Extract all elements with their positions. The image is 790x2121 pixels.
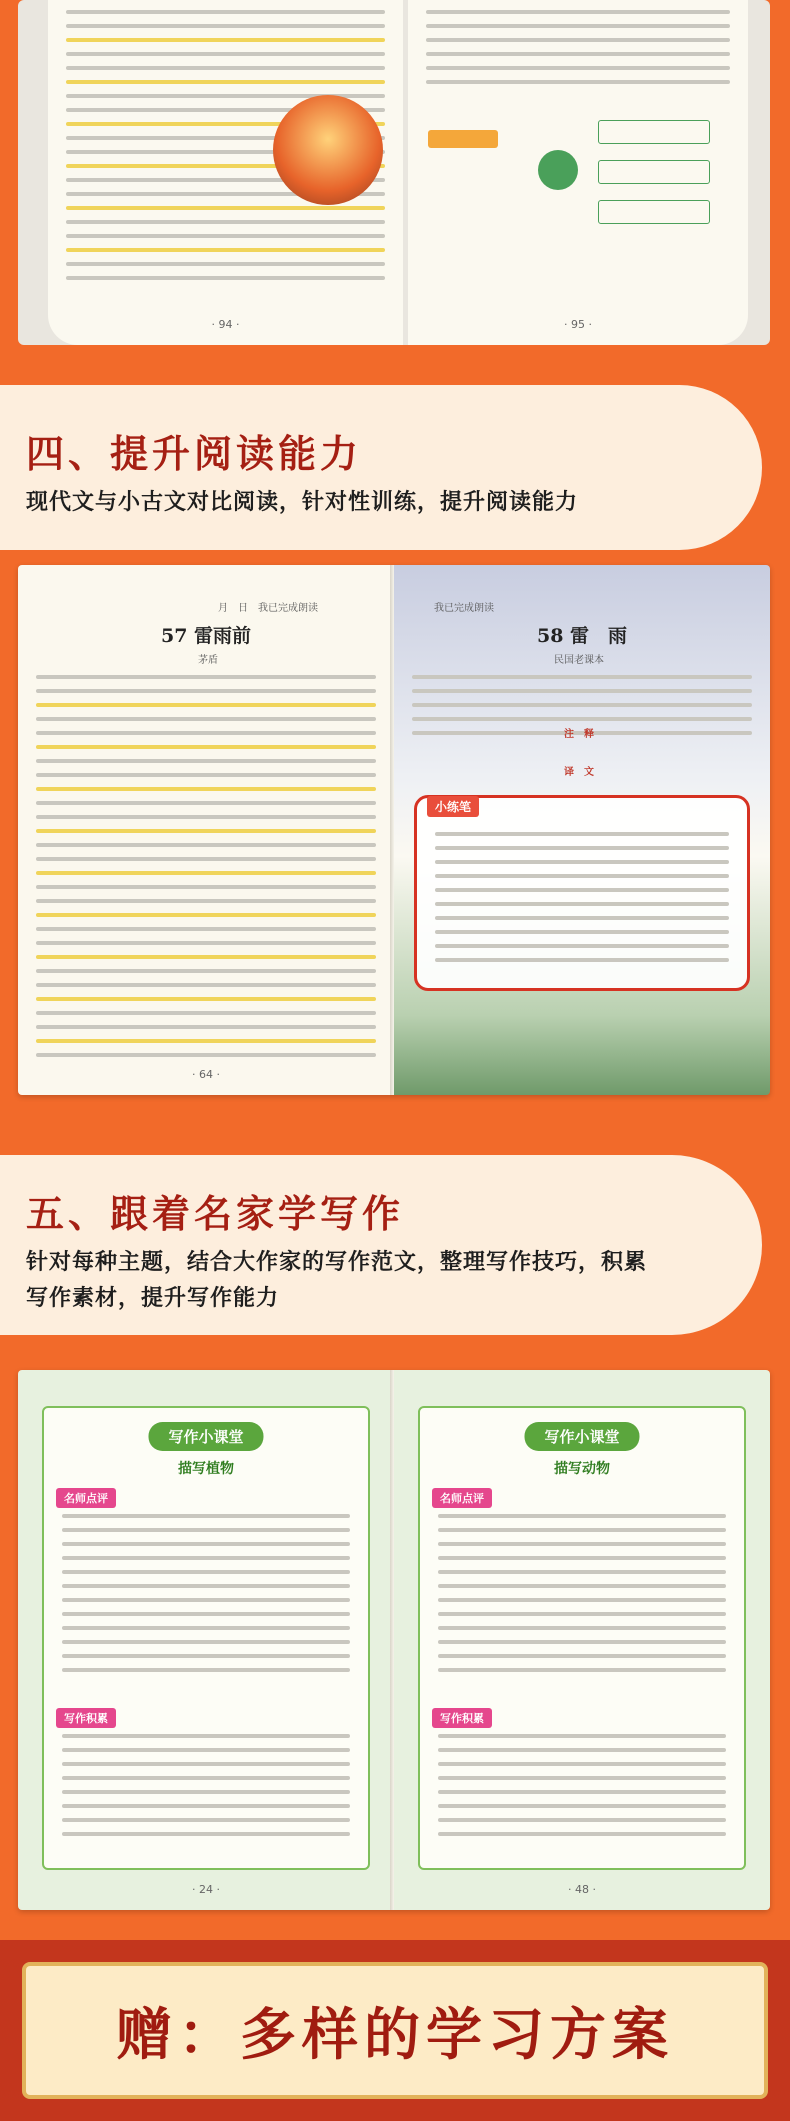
top-book-photo (18, 0, 770, 345)
writing-left-badge-bottom: 写作积累 (56, 1708, 116, 1728)
writing-spread (18, 1370, 770, 1910)
reading-right-header: 我已完成朗读 (434, 603, 494, 614)
writing-right-page-number: · 48 · (568, 1883, 596, 1896)
writing-left-page (18, 1370, 394, 1910)
reading-right-title: 58 雷 雨 (536, 625, 628, 647)
writing-left-subtitle: 描写植物 (178, 1461, 234, 1477)
section5-banner (0, 1155, 762, 1335)
reading-left-title: 57 雷雨前 (160, 625, 252, 647)
top-book-left-page (48, 0, 403, 345)
section4-description: 现代文与小古文对比阅读，针对性训练，提升阅读能力 (26, 490, 579, 515)
reading-left-header: 月 日 我已完成朗读 (218, 603, 318, 614)
writing-right-badge-bottom: 写作积累 (432, 1708, 492, 1728)
sunset-illustration (273, 95, 383, 205)
notes-label: 注 释 (564, 729, 594, 740)
writing-right-subtitle: 描写动物 (554, 1461, 610, 1477)
section5-description-line-2: 写作素材，提升写作能力 (26, 1286, 280, 1311)
section5-title: 五、跟着名家学写作 (26, 1191, 405, 1236)
mind-map (428, 120, 728, 230)
writing-left-page-number: · 24 · (192, 1883, 220, 1896)
reading-left-page-number: · 64 · (192, 1068, 220, 1081)
top-left-page-number: · 94 · (211, 318, 240, 331)
reading-left-page (18, 565, 394, 1095)
writing-right-header: 写作小课堂 (524, 1422, 639, 1451)
reading-left-author: 茅盾 (198, 655, 218, 666)
translation-label: 译 文 (564, 767, 594, 778)
writing-right-badge-top: 名师点评 (432, 1488, 492, 1508)
reading-spread (18, 565, 770, 1095)
practice-label: 小练笔 (427, 796, 479, 817)
reading-right-page (394, 565, 770, 1095)
reading-right-source: 民国老课本 (554, 655, 604, 666)
writing-right-page (394, 1370, 770, 1910)
writing-left-card (42, 1406, 370, 1870)
section4-banner (0, 385, 762, 550)
top-right-page-number: · 95 · (564, 318, 592, 331)
gift-frame (22, 1962, 768, 2099)
section5-description-line-1: 针对每种主题，结合大作家的写作范文，整理写作技巧，积累 (26, 1250, 648, 1275)
gift-text: 赠：多样的学习方案 (116, 2001, 674, 2068)
section4-title: 四、提升阅读能力 (26, 431, 363, 476)
top-book-right-page (408, 0, 748, 345)
practice-box (414, 795, 750, 991)
writing-left-header: 写作小课堂 (148, 1422, 263, 1451)
gift-banner (0, 1940, 790, 2121)
writing-left-badge-top: 名师点评 (56, 1488, 116, 1508)
writing-right-card (418, 1406, 746, 1870)
